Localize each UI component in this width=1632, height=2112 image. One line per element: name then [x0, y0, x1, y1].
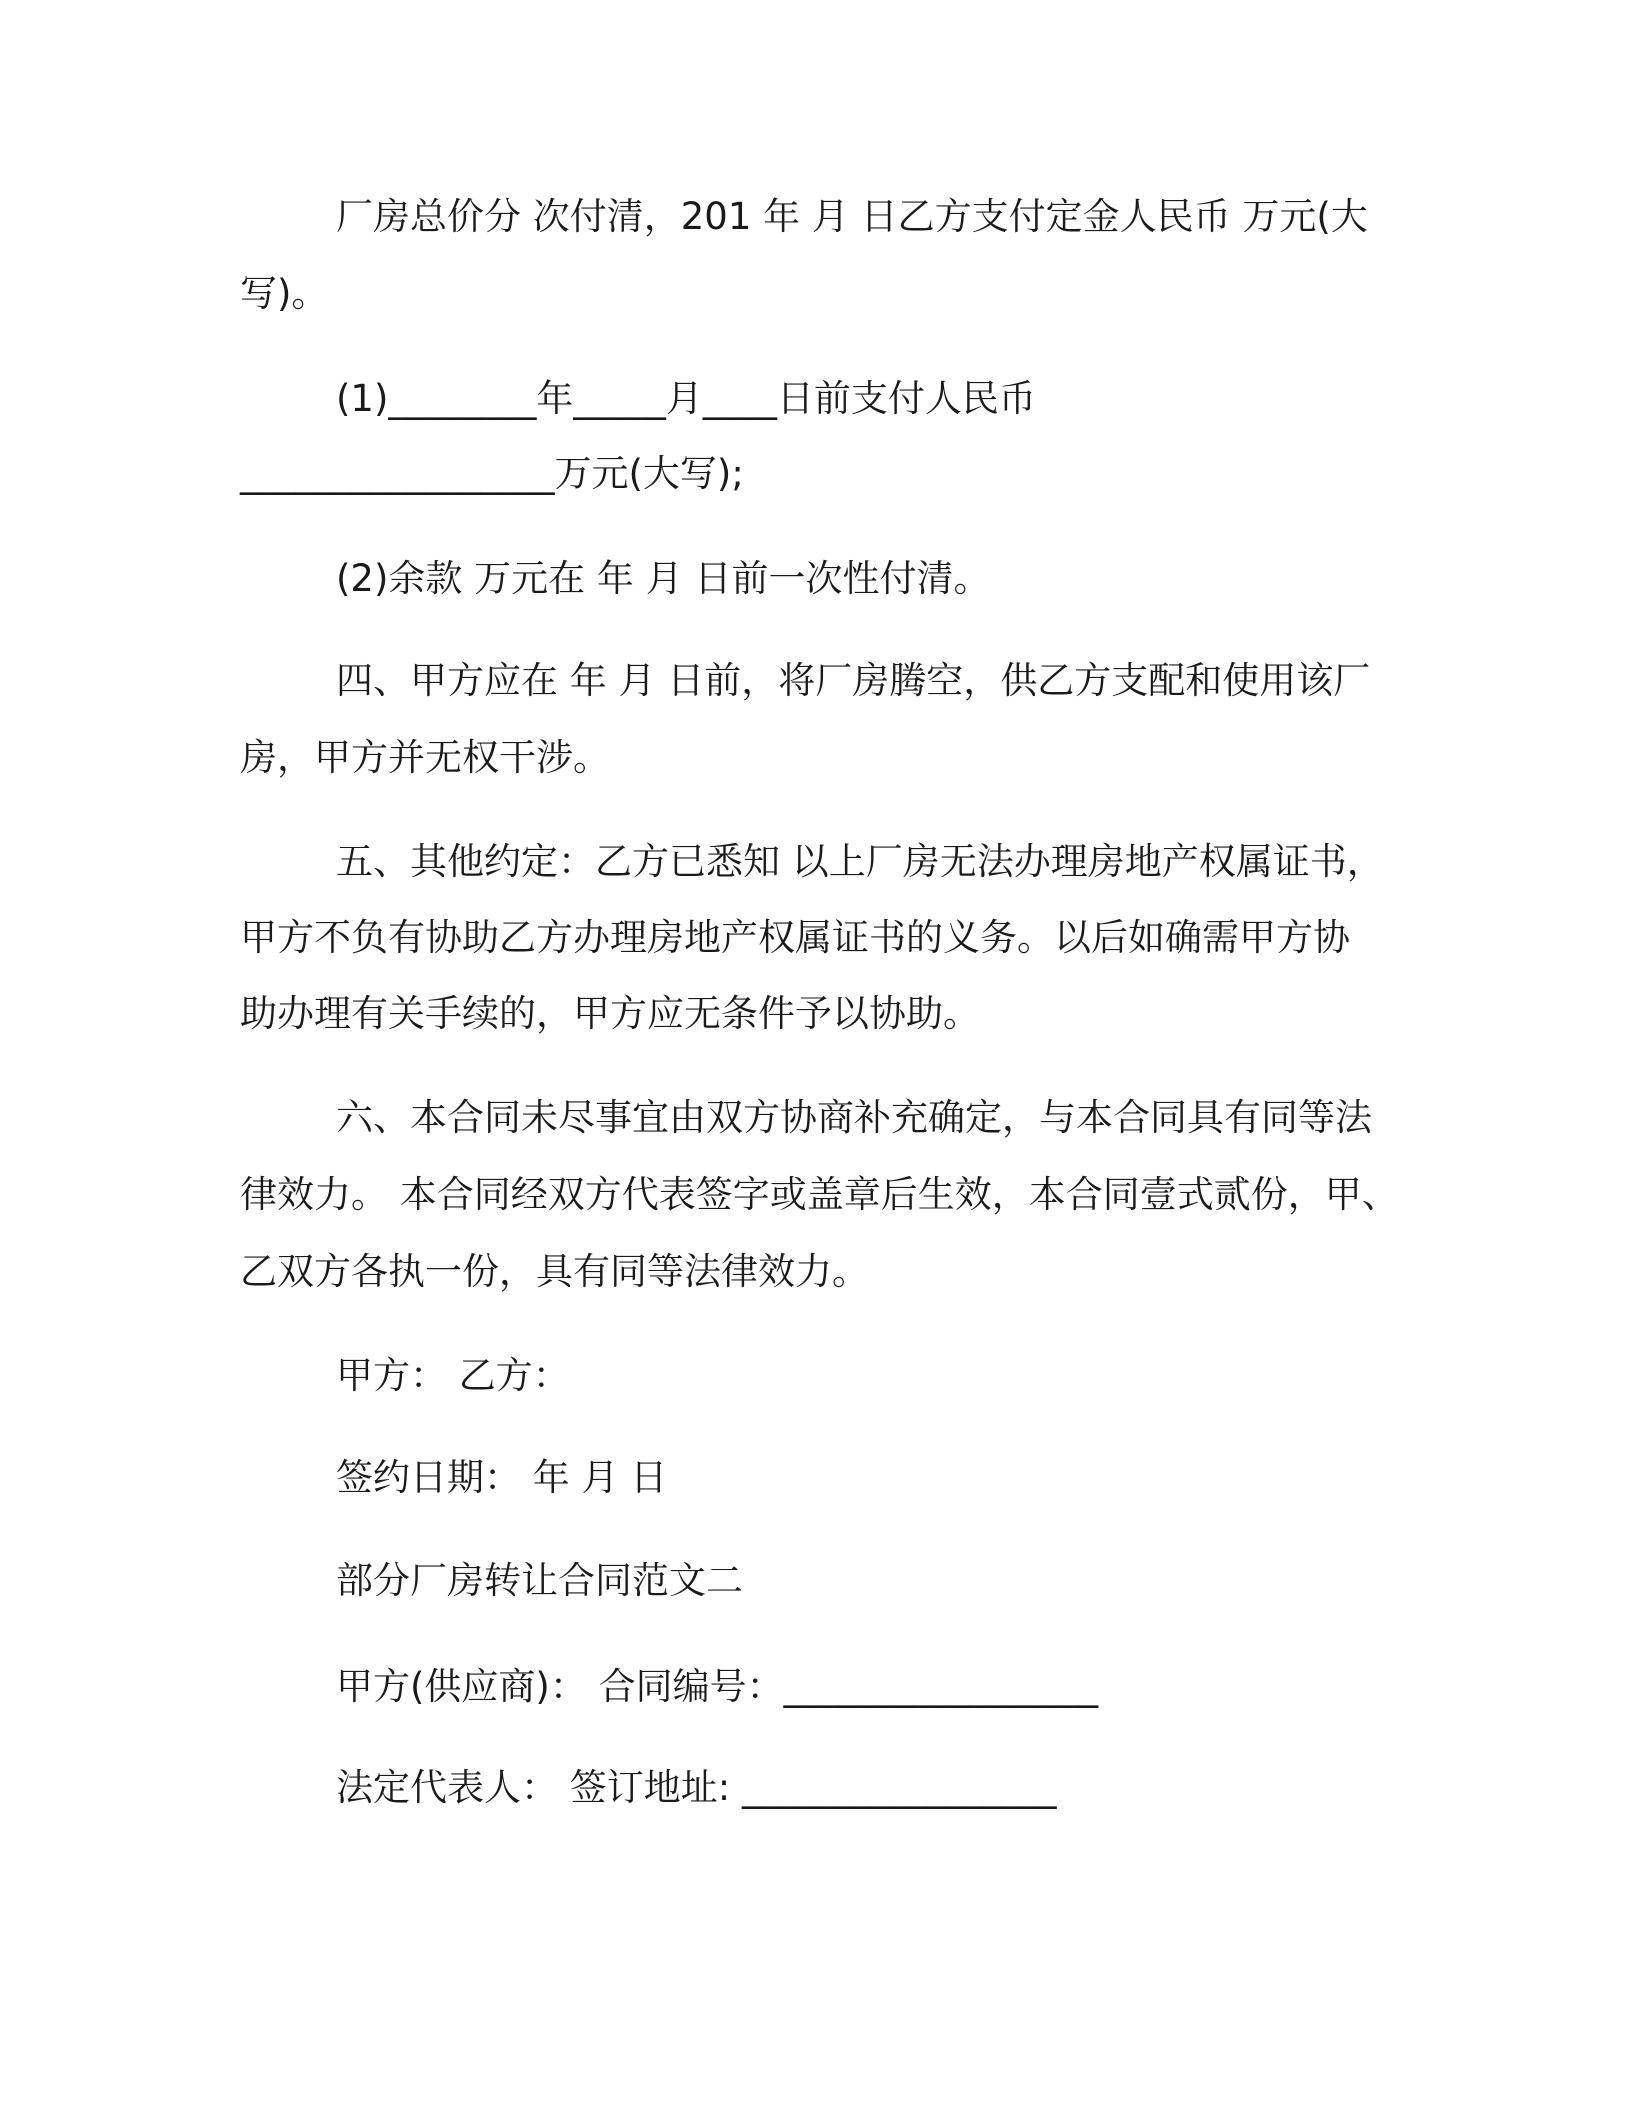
signing-date-line: 签约日期： 年 月 日 — [336, 1456, 668, 1499]
supplier-contract-number-line: 甲方(供应商)： 合同编号：_________________ — [336, 1665, 1099, 1708]
clause-6-line-1: 六、本合同未尽事宜由双方协商补充确定，与本合同具有同等法 — [336, 1096, 1372, 1139]
clause-6-line-3: 乙双方各执一份，具有同等法律效力。 — [240, 1250, 869, 1293]
parties-signature-line: 甲方： 乙方： — [336, 1354, 570, 1397]
clause-5-line-2: 甲方不负有协助乙方办理房地产权属证书的义务。以后如确需甲方协 — [240, 916, 1350, 959]
payment-paragraph-line-1: 厂房总价分 次付清，201 年 月 日乙方支付定金人民币 万元(大 — [336, 195, 1368, 238]
installment-1-line-1: (1)________年_____月____日前支付人民币 — [336, 377, 1036, 420]
clause-4-line-1: 四、甲方应在 年 月 日前，将厂房腾空，供乙方支配和使用该厂 — [336, 659, 1371, 702]
section-title: 部分厂房转让合同范文二 — [336, 1559, 743, 1602]
clause-4-line-2: 房，甲方并无权干涉。 — [240, 736, 610, 779]
clause-6-line-2: 律效力。 本合同经双方代表签字或盖章后生效，本合同壹式贰份，甲、 — [240, 1173, 1399, 1216]
payment-paragraph-line-2: 写)。 — [240, 272, 329, 315]
clause-5-line-3: 助办理有关手续的，甲方应无条件予以协助。 — [240, 992, 980, 1035]
clause-5-line-1: 五、其他约定：乙方已悉知 以上厂房无法办理房地产权属证书， — [336, 840, 1384, 883]
legal-rep-address-line: 法定代表人： 签订地址: _________________ — [336, 1766, 1057, 1809]
installment-2-line: (2)余款 万元在 年 月 日前一次性付清。 — [336, 557, 991, 600]
installment-1-line-2: _________________万元(大写); — [240, 452, 744, 495]
